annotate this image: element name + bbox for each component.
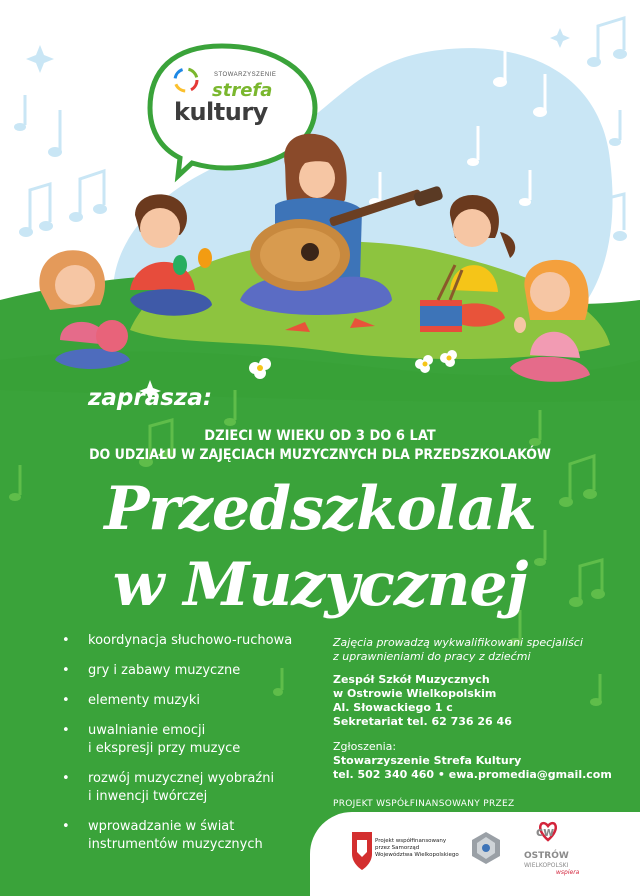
ostrow-heart-icon [536, 823, 556, 840]
logo-kultury-text: kultury [174, 98, 268, 126]
registration-contact: tel. 502 340 460 • ewa.promedia@gmail.com [333, 768, 612, 781]
school-name: Zespół Szkół Muzycznych [333, 673, 490, 686]
main-title-line-2: w Muzycznej [112, 550, 528, 620]
list-item-text: wprowadzanie w świat [88, 819, 235, 834]
sponsor-text-line-3: Województwa Wielkopolskiego [375, 852, 459, 858]
logo-stowarzyszenie-text: STOWARZYSZENIE [214, 72, 277, 78]
bullet-dot: • [62, 633, 70, 648]
sponsor-text-line-1: Projekt współfinansowany [375, 838, 447, 844]
school-city: w Ostrowie Wielkopolskim [333, 687, 497, 700]
list-item-text: gry i zabawy muzyczne [88, 663, 241, 678]
list-item-text: koordynacja słuchowo-ruchowa [88, 633, 293, 648]
project-cofinanced-label: PROJEKT WSPÓŁFINANSOWANY PRZEZ [333, 799, 515, 809]
bullet-dot: • [62, 723, 70, 738]
school-phone: Sekretariat tel. 62 736 26 46 [333, 715, 512, 728]
bullet-dot: • [62, 771, 70, 786]
subtitle-line-2: DO UDZIAŁU W ZAJĘCIACH MUZYCZNYCH DLA PRZEDSZKOLAKÓW [89, 447, 551, 463]
main-title-line-1: Przedszkolak [104, 474, 536, 544]
teachers-info-line-2: z uprawnieniami do pracy z dziećmi [333, 650, 531, 663]
list-item-text: elementy muzyki [88, 693, 200, 708]
list-item-text: uwalnianie emocji [88, 723, 206, 738]
ostrow-logo-subtext: WIELKOPOLSKI [524, 862, 569, 869]
list-item-text-line-2: i ekspresji przy muzyce [88, 741, 241, 756]
bullet-dot: • [62, 693, 70, 708]
svg-text:cw: cw [536, 825, 555, 839]
teachers-info-line-1: Zajęcia prowadzą wykwalifikowani specjaliści [333, 636, 583, 649]
sponsor-text-line-2: przez Samorząd [375, 845, 420, 851]
list-item-text-line-2: instrumentów muzycznych [88, 837, 263, 852]
sponsor-text-block [375, 838, 459, 859]
list-item-text: rozwój muzycznej wyobraźni [88, 771, 275, 786]
subtitle-line-1: DZIECI W WIEKU OD 3 DO 6 LAT [204, 428, 436, 444]
bullet-dot: • [62, 819, 70, 834]
ostrow-logo-supports: wspiera [556, 869, 580, 876]
invite-heading: zaprasza: [88, 385, 213, 411]
registration-label: Zgłoszenia: [333, 740, 397, 753]
gray-badge-icon [472, 832, 500, 864]
registration-org: Stowarzyszenie Strefa Kultury [333, 754, 522, 767]
list-item-text-line-2: i inwencji twórczej [88, 789, 208, 804]
bullet-dot: • [62, 663, 70, 678]
ostrow-logo-text: OSTRÓW [524, 851, 569, 861]
logo-strefa-text: strefa [212, 80, 273, 101]
school-street: Al. Słowackiego 1 c [333, 701, 453, 714]
